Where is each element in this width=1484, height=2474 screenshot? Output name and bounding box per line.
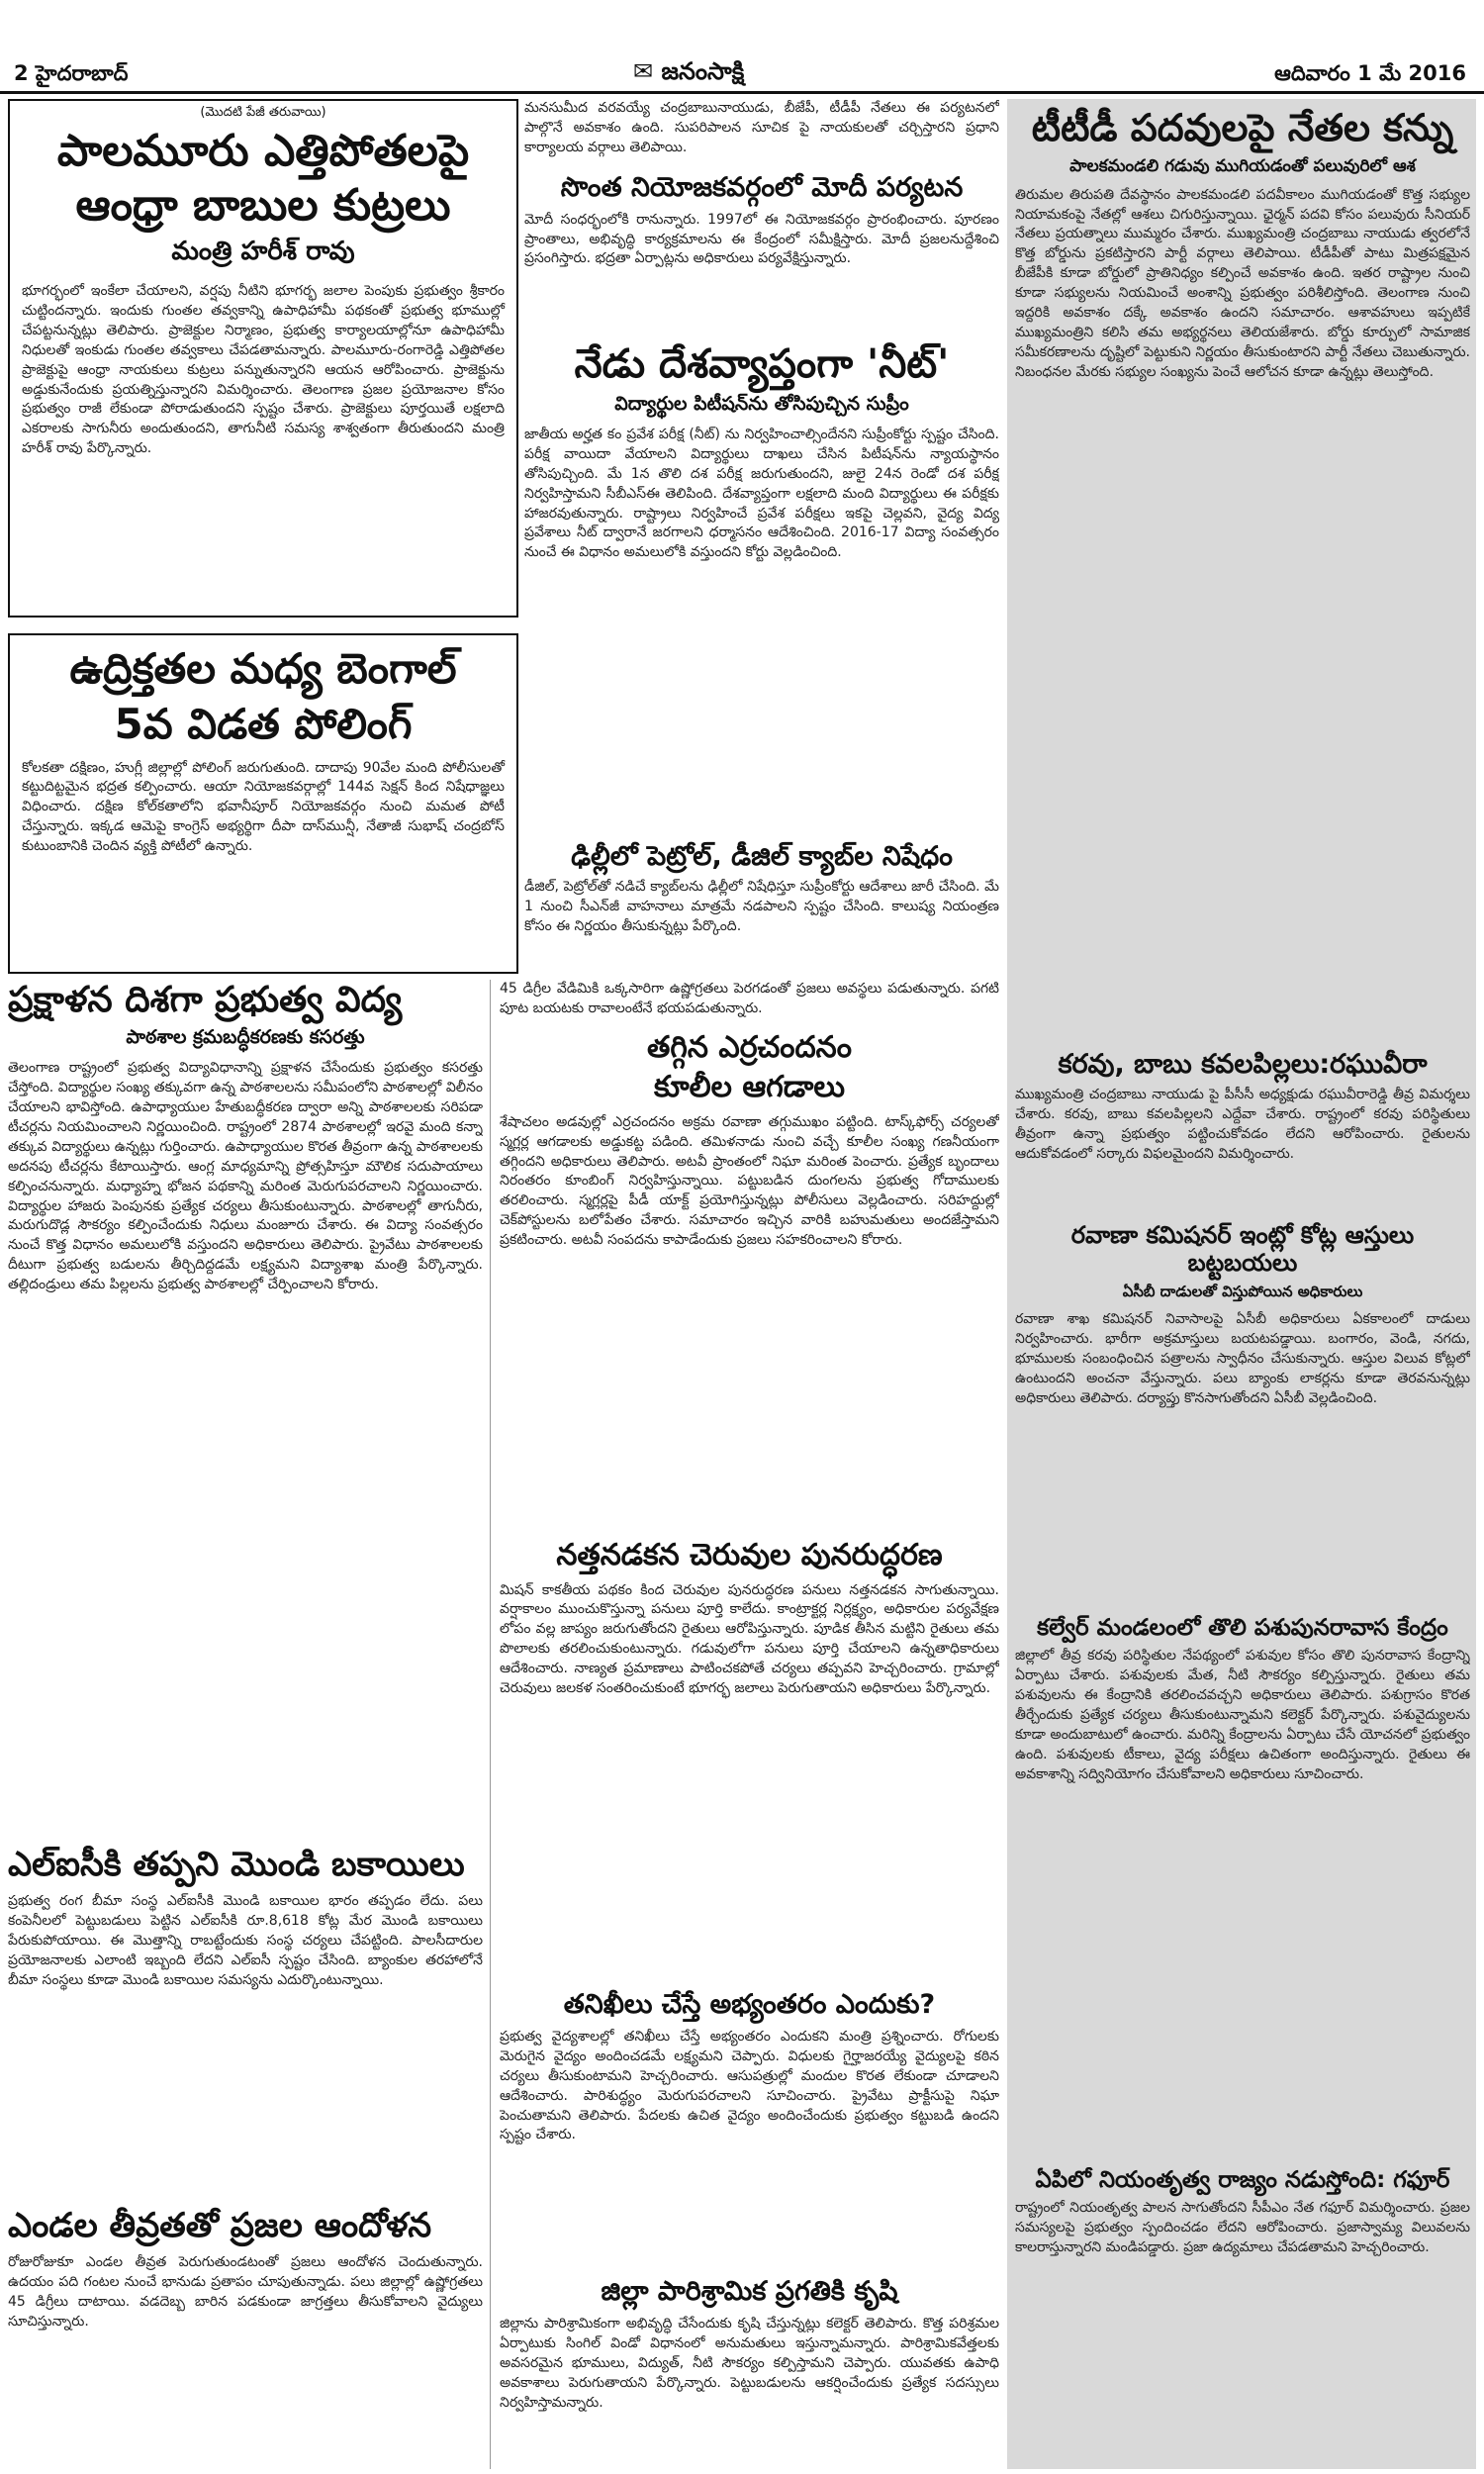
- headline-ravana: రవాణా కమిషనర్‌ ఇంట్లో కోట్ల ఆస్తులు బట్టబయలు: [1070, 1222, 1415, 1277]
- body-inspections: ప్రభుత్వ వైద్యశాలల్లో తనిఖీలు చేస్తే అభ్యంతరం ఎందుకని మంత్రి ప్రశ్నించారు. రోగులకు మెరుగైన వైద్యం అందించడమే లక్ష్యమని చెప్పారు. విధులకు గైర్హాజరయ్యే వైద్యులపై కఠిన చర్యలు తీసుకుంటామని హెచ్చరించారు. ఆసుపత్రుల్లో మందుల కొరత లేకుండా చూడాలని ఆదేశించారు. పారిశుద్ధ్యం మెరుగుపరచాలని సూచించారు. ప్రైవేటు ప్రాక్టీసుపై నిఘా పెంచుతామని తెలిపారు. పేదలకు ఉచిత వైద్యం అందించేందుకు ప్రభుత్వం కట్టుబడి ఉందని స్పష్టం చేశారు.: [500, 2029, 999, 2143]
- article-sandalwood: [500, 980, 999, 1534]
- subhead-ttd: పాలకమండలి గడువు ముగియడంతో పలువురిలో ఆశ: [1069, 155, 1416, 176]
- body-ttd: తిరుమల తిరుపతి దేవస్థానం పాలకమండలి పదవీకాలం ముగియడంతో కొత్త సభ్యుల నియామకంపై నేతల్లో ఆశలు చిగురిస్తున్నాయి. ఛైర్మన్‌ పదవి కోసం పలువురు సీనియర్‌ నేతలు ప్రయత్నాలు ముమ్మరం చేశారు. ముఖ్యమంత్రి చంద్రబాబు నాయుడు త్వరలోనే కొత్త బోర్డును ప్రకటిస్తారని పార్టీ వర్గాలు తెలిపాయి. టీడీపీతో పాటు మిత్రపక్షమైన బీజేపీకి కూడా బోర్డులో ప్రాతినిధ్యం కల్పించే అవకాశం ఉంది. ఇతర రాష్ట్రాల నుంచి కూడా సభ్యులను నియమించే అంశాన్ని ప్రభుత్వం పరిశీలిస్తోంది. తెలంగాణ నుంచి ఇద్దరికి అవకాశం దక్కే అవకాశం ఉందని సమాచారం. ఆశావహులు ఇప్పటికే ముఖ్యమంత్రిని కలిసి తమ అభ్యర్థనలు తెలియజేశారు. బోర్డు కూర్పులో సామాజిక సమీకరణాలను దృష్టిలో పెట్టుకుని నిర్ణయం తీసుకుంటారని పార్టీ నేతలు చెబుతున్నారు. నిబంధనల మేరకు సభ్యుల సంఖ్యను పెంచే ఆలోచన కూడా ఉన్నట్లు తెలుస్తోంది.: [1015, 186, 1470, 380]
- headline-neet: నేడు దేశవ్యాప్తంగా 'నీట్‌': [574, 341, 950, 387]
- kicker: (మొదటి పేజీ తరువాయి): [200, 105, 326, 120]
- body-delhi: డీజిల్‌, పెట్రోల్‌తో నడిచే క్యాబ్‌లను ఢిల్లీలో నిషేధిస్తూ సుప్రీంకోర్టు ఆదేశాలు జారీ చేసింది. మే 1 నుంచి సీఎన్‌జీ వాహనాలు మాత్రమే నడపాలని స్పష్టం చేసింది. కాలుష్య నియంత్రణ కోసం ఈ నిర్ణయం తీసుకున్నట్లు పేర్కొంది.: [524, 879, 999, 934]
- body-neet: జాతీయ అర్హత కం ప్రవేశ పరీక్ష (నీట్‌) ను నిర్వహించాల్సిందేనని సుప్రీంకోర్టు స్పష్టం చేసింది. పరీక్ష వాయిదా వేయాలని విద్యార్థులు దాఖలు చేసిన పిటీషన్‌ను న్యాయస్థానం తోసిపుచ్చింది. మే 1న తొలి దశ పరీక్ష జరుగుతుందని, జులై 24న రెండో దశ పరీక్ష నిర్వహిస్తామని సీబీఎస్‌ఈ తెలిపింది. దేశవ్యాప్తంగా లక్షలాది మంది విద్యార్థులు ఈ పరీక్షకు హాజరవుతున్నారు. రాష్ట్రాలు నిర్వహించే ప్రవేశ పరీక్షలు ఇకపై చెల్లవని, వైద్య విద్య ప్రవేశాలు నీట్‌ ద్వారానే జరగాలని ధర్మాసనం ఆదేశించింది. 2016-17 విద్యా సంవత్సరం నుంచే ఈ విధానం అమలులోకి వస్తుందని కోర్టు వెల్లడించింది.: [524, 427, 999, 561]
- article-neet: [524, 341, 999, 836]
- body-palamuru: భూగర్భంలో ఇంకేలా చేయాలని, వర్షపు నీటిని భూగర్భ జలాల పెంపుకు ప్రభుత్వం శ్రీకారం చుట్టిందన్నారు. ఇందుకు గుంతల తవ్వకాన్ని ఉపాధిహామీ పథకంతో ప్రభుత్వ భూముల్లో చేపట్టనున్నట్లు తెలిపారు. ప్రాజెక్టుల నిర్మాణం, ప్రభుత్వ కార్యాలయాల్లోనూ ఉపాధిహామీ నిధులతో ఇంకుడు గుంతల తవ్వకాలు చేపడతామన్నారు. పాలమూరు-రంగారెడ్డి ఎత్తిపోతల ప్రాజెక్టుపై ఆంధ్రా నాయకులు కుట్రలు పన్నుతున్నారని ఆయన ఆరోపించారు. ప్రాజెక్టును అడ్డుకునేందుకు ప్రయత్నిస్తున్నారని విమర్శించారు. తెలంగాణ ప్రజల ప్రయోజనాల కోసం ప్రభుత్వం రాజీ లేకుండా పోరాడుతుందని స్పష్టం చేశారు. ప్రాజెక్టులు పూర్తయితే లక్షలాది ఎకరాలకు సాగునీరు అందుతుందని, తాగునీటి సమస్య శాశ్వతంగా తీరుతుందని మంత్రి హరీశ్‌ రావు పేర్కొన్నారు.: [22, 283, 505, 457]
- article-kalwa: [1015, 1615, 1470, 2164]
- article-ravana: [1015, 1222, 1470, 1613]
- body-industrial: జిల్లాను పారిశ్రామికంగా అభివృద్ధి చేసేందుకు కృషి చేస్తున్నట్లు కలెక్టర్‌ తెలిపారు. కొత్త పరిశ్రమల ఏర్పాటుకు సింగిల్‌ విండో విధానంలో అనుమతులు ఇస్తున్నామన్నారు. పారిశ్రామికవేత్తలకు అవసరమైన భూములు, విద్యుత్‌, నీటి సౌకర్యం కల్పిస్తామని చెప్పారు. యువతకు ఉపాధి అవకాశాలు పెరుగుతాయని పేర్కొన్నారు. పెట్టుబడులను ఆకర్షించేందుకు ప్రత్యేక సదస్సులు నిర్వహిస్తామన్నారు.: [500, 2316, 999, 2411]
- subhead-neet: విద్యార్థుల పిటీషన్‌ను తోసిపుచ్చిన సుప్రీం: [614, 393, 909, 415]
- article-heat: [8, 2207, 483, 2469]
- headline-lic: ఎల్‌ఐసీకి తప్పని మొండి బకాయిలు: [8, 1846, 465, 1884]
- body-bengal: కోలకతా దక్షిణం, హుగ్లీ జిల్లాల్లో పోలింగ్‌ జరుగుతుంది. దాదాపు 90వేల మంది పోలీసులతో కట్టుదిట్టమైన భద్రత కల్పించారు. ఆయా నియోజకవర్గాల్లో 144వ సెక్షన్‌ కింద నిషేధాజ్ఞలు విధించారు. దక్షిణ కోల్‌కతాలోని భవానీపూర్‌ నియోజకవర్గం నుంచి మమత పోటీ చేస్తున్నారు. ఇక్కడ ఆమెపై కాంగ్రెస్‌ అభ్యర్థిగా దీపా దాస్‌మున్షీ, నేతాజీ సుభాష్‌ చంద్రబోస్‌ కుటుంబానికి చెందిన వ్యక్తి పోటీలో ఉన్నారు.: [22, 759, 505, 855]
- headline-modi: సొంత నియోజకవర్గంలో మోదీ పర్యటన: [560, 171, 964, 203]
- subhead-education: పాఠశాల క్రమబద్ధీకరణకు కసరత్తు: [126, 1026, 365, 1049]
- sandalwood-intro: 45 డిగ్రీల వేడిమికి ఒక్కసారిగా ఉష్ణోగ్రతలు పెరగడంతో ప్రజలు అవస్థలు పడుతున్నారు. పగటి పూట బయటకు రావాలంటేనే భయపడుతున్నారు.: [500, 981, 999, 1016]
- headline-karuvu: కరవు, బాబు కవలపిల్లలు:రఘువీరా: [1058, 1049, 1428, 1080]
- headline-bengal-2: 5వ విడత పోలింగ్‌: [114, 700, 413, 749]
- headline-delhi: ఢిల్లీలో పెట్రోల్‌, డీజిల్‌ క్యాబ్‌ల నిషేధం: [571, 841, 953, 872]
- masthead-text: జనంసాక్షి: [661, 57, 745, 85]
- body-kalwa: జిల్లాలో తీవ్ర కరవు పరిస్థితుల నేపథ్యంలో పశువుల కోసం తొలి పునరావాస కేంద్రాన్ని ఏర్పాటు చేశారు. పశువులకు మేత, నీటి సౌకర్యం కల్పిస్తున్నారు. రైతులు తమ పశువులను ఈ కేంద్రానికి తరలించవచ్చని అధికారులు తెలిపారు. పశుగ్రాసం కొరత తీర్చేందుకు ప్రత్యేక చర్యలు తీసుకుంటున్నామని కలెక్టర్‌ పేర్కొన్నారు. పశువైద్యులను కూడా అందుబాటులో ఉంచారు. మరిన్ని కేంద్రాలను ఏర్పాటు చేసే యోచనలో ప్రభుత్వం ఉంది. పశువులకు టీకాలు, వైద్య పరీక్షలు ఉచితంగా అందిస్తున్నారు. రైతులు ఈ అవకాశాన్ని సద్వినియోగం చేసుకోవాలని అధికారులు సూచించారు.: [1015, 1648, 1470, 1782]
- article-palamuru: [8, 99, 518, 618]
- issue-date: ఆదివారం 1 మే 2016: [1274, 61, 1466, 85]
- article-modi: [524, 99, 999, 336]
- body-gafoor: రాష్ట్రంలో నియంతృత్వ పాలన సాగుతోందని సీపీఎం నేత గఫూర్‌ విమర్శించారు. ప్రజల సమస్యలపై ప్రభుత్వం స్పందించడం లేదని ఆరోపించారు. ప్రజాస్వామ్య విలువలను కాలరాస్తున్నారని మండిపడ్డారు. ప్రజా ఉద్యమాలు చేపడతామని హెచ్చరించారు.: [1015, 2200, 1470, 2256]
- article-lic: [8, 1846, 483, 2202]
- headline-sandalwood-2: కూలీల ఆగడాలు: [653, 1070, 846, 1105]
- headline-bengal-1: ఉద్రిక్తతల మధ్య బెంగాల్‌: [69, 644, 457, 693]
- body-lic: ప్రభుత్వ రంగ బీమా సంస్థ ఎల్‌ఐసీకి మొండి బకాయిల భారం తప్పడం లేదు. పలు కంపెనీలలో పెట్టుబడులు పెట్టిన ఎల్‌ఐసీకి రూ.8,618 కోట్ల మేర మొండి బకాయిలు పేరుకుపోయాయి. ఈ మొత్తాన్ని రాబట్టేందుకు సంస్థ చర్యలు చేపట్టింది. పాలసీదారుల ప్రయోజనాలకు ఎలాంటి ఇబ్బంది లేదని ఎల్‌ఐసీ స్పష్టం చేసింది. బ్యాంకుల తరహాలోనే బీమా సంస్థలు కూడా మొండి బకాయిల సమస్యను ఎదుర్కొంటున్నాయి.: [8, 1893, 483, 1988]
- body-ponds: మిషన్‌ కాకతీయ పథకం కింద చెరువుల పునరుద్ధరణ పనులు నత్తనడకన సాగుతున్నాయి. వర్షాకాలం ముంచుకొస్తున్నా పనులు పూర్తి కాలేదు. కాంట్రాక్టర్ల నిర్లక్ష్యం, అధికారుల పర్యవేక్షణ లోపం వల్ల జాప్యం జరుగుతోందని రైతులు ఆరోపిస్తున్నారు. పూడిక తీసిన మట్టిని రైతులు తమ పొలాలకు తరలించుకుంటున్నారు. గడువులోగా పనులు పూర్తి చేయాలని ఉన్నతాధికారులు ఆదేశించారు. నాణ్యత ప్రమాణాలు పాటించకపోతే చర్యలు తప్పవని హెచ్చరించారు. గ్రామాల్లో చెరువులు జలకళ సంతరించుకుంటే భూగర్భ జలాలు పెరుగుతాయని అధికారులు పేర్కొన్నారు.: [500, 1581, 999, 1696]
- article-industrial: [500, 2276, 999, 2469]
- masthead-logo: [633, 57, 744, 91]
- header-rule: [0, 91, 1484, 94]
- body-modi: మోదీ సంధర్భంలోకి రానున్నారు. 1997లో ఈ నియోజకవర్గం ప్రారంభించారు. పూరణం ప్రాంతాలు, అభివృద్ధి కార్యక్రమాలను ఈ కేంద్రంలో సమీక్షిస్తారు. మోదీ ప్రజలనుద్దేశించి ప్రసంగిస్తారు. భద్రతా ఏర్పాట్లను అధికారులు పర్యవేక్షిస్తున్నారు.: [524, 211, 999, 267]
- article-inspections: [500, 1989, 999, 2276]
- article-ttd: [1015, 107, 1470, 1047]
- body-education: తెలంగాణ రాష్ట్రంలో ప్రభుత్వ విద్యావిధానాన్ని ప్రక్షాళన చేసేందుకు ప్రభుత్వం కసరత్తు చేస్తోంది. విద్యార్థుల సంఖ్య తక్కువగా ఉన్న పాఠశాలలను సమీపంలోని పాఠశాలల్లో విలీనం చేయాలని భావిస్తోంది. ఉపాధ్యాయుల హేతుబద్ధీకరణ ద్వారా అన్ని పాఠశాలలకు సరిపడా టీచర్లను నియమించాలని నిర్ణయించింది. రాష్ట్రంలో 2874 పాఠశాలల్లో ఇరవై మంది కన్నా తక్కువ విద్యార్థులు ఉన్నట్లు గుర్తించారు. ఉపాధ్యాయుల కొరత తీవ్రంగా ఉన్న పాఠశాలలకు అదనపు టీచర్లను కేటాయిస్తారు. ఆంగ్ల మాధ్యమాన్ని ప్రోత్సహిస్తూ మౌలిక సదుపాయాలు కల్పించనున్నారు. మధ్యాహ్న భోజన పథకాన్ని మరింత మెరుగుపరచాలని నిర్ణయించారు. విద్యార్థుల హాజరు పెంపునకు ప్రత్యేక చర్యలు తీసుకుంటున్నారు. పాఠశాలల్లో తాగునీరు, మరుగుదొడ్ల సౌకర్యం కల్పించేందుకు నిధులు మంజూరు చేశారు. ఈ విద్యా సంవత్సరం నుంచే కొత్త విధానం అమలులోకి వస్తుందని అధికారులు తెలిపారు. ప్రైవేటు పాఠశాలలకు దీటుగా ప్రభుత్వ బడులను తీర్చిదిద్దడమే లక్ష్యమని విద్యాశాఖ మంత్రి పేర్కొన్నారు. తల్లిదండ్రులు తమ పిల్లలను ప్రభుత్వ పాఠశాలల్లో చేర్పించాలని కోరారు.: [8, 1060, 483, 1293]
- column-divider: [490, 980, 491, 2469]
- article-karuvu: [1015, 1049, 1470, 1217]
- headline-education: ప్రక్షాళన దిశగా ప్రభుత్వ విద్య: [8, 980, 403, 1020]
- headline-sandalwood-1: తగ్గిన ఎర్రచందనం: [647, 1029, 852, 1065]
- byline-palamuru: మంత్రి హరీశ్‌ రావు: [171, 237, 355, 267]
- page-header: [0, 0, 1484, 91]
- article-ponds: [500, 1539, 999, 1984]
- headline-ponds: నత్తనడకన చెరువుల పునరుద్ధరణ: [556, 1539, 943, 1572]
- subhead-ravana: ఏసీబీ దాడులతో విస్తుపోయిన అధికారులు: [1122, 1283, 1363, 1301]
- headline-heat: ఎండల తీవ్రతతో ప్రజల ఆందోళన: [8, 2207, 432, 2245]
- modi-intro: మనసుమీద వరవయ్యే చంద్రబాబునాయుడు, బీజేపీ, టీడీపీ నేతలు ఈ పర్యటనలో పాల్గొనే అవకాశం ఉంది. సుపరిపాలన సూచిక పై నాయకులతో చర్చిస్తారని ప్రధాని కార్యాలయ వర్గాలు తెలిపాయి.: [524, 100, 999, 155]
- body-sandalwood: శేషాచలం అడవుల్లో ఎర్రచందనం అక్రమ రవాణా తగ్గుముఖం పట్టింది. టాస్క్‌ఫోర్స్‌ చర్యలతో స్మగ్లర్ల ఆగడాలకు అడ్డుకట్ట పడింది. తమిళనాడు నుంచి వచ్చే కూలీల సంఖ్య గణనీయంగా తగ్గిందని అధికారులు తెలిపారు. అటవీ ప్రాంతంలో నిఘా మరింత పెంచారు. ప్రత్యేక బృందాలు నిరంతరం కూంబింగ్‌ నిర్వహిస్తున్నాయి. పట్టుబడిన దుంగలను ప్రభుత్వ గోదాములకు తరలించారు. స్మగ్లర్లపై పీడీ యాక్ట్‌ ప్రయోగిస్తున్నట్లు పోలీసులు వెల్లడించారు. సరిహద్దుల్లో చెక్‌పోస్టులను బలోపేతం చేశారు. సమాచారం ఇచ్చిన వారికి బహుమతులు అందజేస్తామని ప్రకటించారు. అటవీ సంపదను కాపాడేందుకు ప్రజలు సహకరించాలని కోరారు.: [500, 1113, 999, 1248]
- article-education: [8, 980, 483, 1841]
- page-label: 2 హైదరాబాద్: [14, 61, 129, 85]
- article-bengal: [8, 633, 518, 974]
- headline-industrial: జిల్లా పారిశ్రామిక ప్రగతికి కృషి: [601, 2276, 898, 2307]
- body-ravana: రవాణా శాఖ కమిషనర్‌ నివాసాలపై ఏసీబీ అధికారులు ఏకకాలంలో దాడులు నిర్వహించారు. భారీగా అక్రమాస్తులు బయటపడ్డాయి. బంగారం, వెండి, నగదు, భూములకు సంబంధించిన పత్రాలను స్వాధీనం చేసుకున్నారు. ఆస్తుల విలువ కోట్లలో ఉంటుందని అంచనా వేస్తున్నారు. పలు బ్యాంకు లాకర్లను కూడా తెరవనున్నట్లు అధికారులు తెలిపారు. దర్యాప్తు కొనసాగుతోందని ఏసీబీ వెల్లడించింది.: [1015, 1311, 1470, 1406]
- headline-gafoor: ఏపిలో నియంతృత్వ రాజ్యం నడుస్తోంది: గఫూర్‌: [1035, 2167, 1450, 2193]
- headline-palamuru-2: ఆంధ్రా బాబుల కుట్రలు: [75, 179, 451, 231]
- article-delhi: [524, 841, 999, 970]
- body-heat: రోజురోజుకూ ఎండల తీవ్రత పెరుగుతుండటంతో ప్రజలు ఆందోళన చెందుతున్నారు. ఉదయం పది గంటల నుంచే భానుడు ప్రతాపం చూపుతున్నాడు. పలు జిల్లాల్లో ఉష్ణోగ్రతలు 45 డిగ్రీలు దాటాయి. వడదెబ్బ బారిన పడకుండా జాగ్రత్తలు తీసుకోవాలని వైద్యులు సూచిస్తున్నారు.: [8, 2254, 483, 2330]
- newspaper-icon: ✉: [633, 57, 654, 85]
- article-gafoor: [1015, 2167, 1470, 2464]
- headline-palamuru-1: పాలమూరు ఎత్తిపోతలపై: [56, 126, 470, 176]
- headline-kalwa: కల్వేర్‌ మండలంలో తొలి పశుపునరావాస కేంద్రం: [1037, 1615, 1448, 1641]
- headline-inspections: తనిఖీలు చేస్తే అభ్యంతరం ఎందుకు?: [563, 1989, 936, 2020]
- headline-ttd: టీటీడీ పదవులపై నేతల కన్ను: [1031, 107, 1454, 149]
- body-karuvu: ముఖ్యమంత్రి చంద్రబాబు నాయుడు పై పీసీసీ అధ్యక్షుడు రఘువీరారెడ్డి తీవ్ర విమర్శలు చేశారు. కరవు, బాబు కవలపిల్లలని ఎద్దేవా చేశారు. రాష్ట్రంలో కరవు పరిస్థితులు తీవ్రంగా ఉన్నా ప్రభుత్వం పట్టించుకోవడం లేదని ఆరోపించారు. రైతులను ఆదుకోవడంలో సర్కారు విఫలమైందని విమర్శించారు.: [1015, 1087, 1470, 1162]
